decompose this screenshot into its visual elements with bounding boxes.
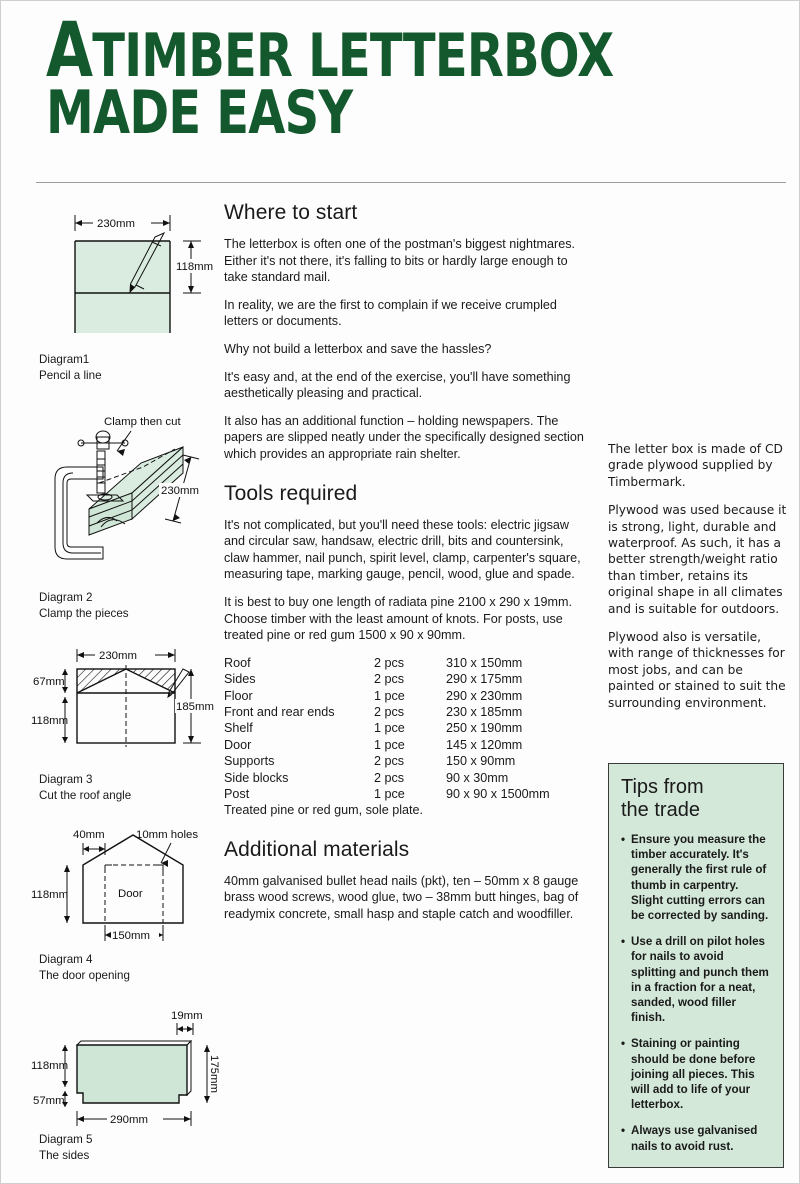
title-line-1-rest: TIMBER LETTERBOX [92, 21, 614, 91]
table-row [224, 786, 592, 802]
diagram-2-note-label: Clamp then cut [104, 416, 181, 428]
part-name: Roof [224, 655, 251, 670]
diagram-5-caption-line2: The sides [39, 1149, 90, 1162]
tools-required-p1: It's not complicated, but you'll need these tools: electric jigsaw and circular saw, handsaw, electric drill, bits and countersink, claw hammer, nail punch, spirit level, clamp, carpenter's square, measuring tape, marking gauge, pencil, wood, glue and spade. [224, 517, 581, 582]
part-dim: 150 x 90mm [446, 754, 516, 769]
part-dim: 250 x 190mm [446, 721, 523, 736]
part-name: Supports [224, 754, 275, 769]
tips-list [621, 832, 771, 1154]
part-qty: 1 pce [374, 721, 405, 736]
parts-list-table [224, 655, 592, 803]
part-qty: 1 pce [374, 786, 405, 801]
title-line-1 [46, 5, 622, 94]
diagram-4-holes-label: 10mm holes [136, 829, 199, 841]
part-name: Sides [224, 672, 256, 687]
diagram-5-thickness-label: 19mm [171, 1010, 203, 1022]
diagram-1 [31, 201, 213, 383]
diagram-5-side-height-label: 175mm [208, 1055, 220, 1093]
title-line-2: MADE EASY [46, 77, 353, 148]
list-item: • Use a drill on pilot holes for nails to avoid splitting and punch them in a fraction for a neat, sanded, wood filler finish. [621, 934, 771, 1025]
title-drop-cap: A [46, 5, 93, 94]
part-name: Shelf [224, 721, 253, 736]
diagram-4 [31, 825, 213, 983]
table-row [224, 720, 592, 736]
diagram-3-caption-line1: Diagram 3 [39, 773, 93, 786]
diagram-4-figure [31, 825, 213, 951]
diagram-2-figure [31, 411, 213, 589]
diagram-4-caption-line1: Diagram 4 [39, 953, 93, 966]
part-qty: 2 pcs [374, 655, 405, 670]
diagram-4-height-label: 118mm [31, 889, 69, 901]
tools-required-p2: It is best to buy one length of radiata pine 2100 x 290 x 19mm. Choose timber with the least amount of knots. For posts, use treated pine or red gum 1500 x 90 x 90mm. [224, 594, 572, 643]
header-divider [36, 182, 786, 183]
list-item: • Always use galvanised nails to avoid rust. [621, 1123, 771, 1153]
where-to-start-p4: It's easy and, at the end of the exercise, you'll have something aesthetically pleasing and practical. [224, 369, 571, 401]
part-dim: 310 x 150mm [446, 655, 523, 670]
diagram-5-lower-label: 57mm [33, 1095, 65, 1107]
part-dim: 290 x 230mm [446, 688, 523, 703]
diagram-5 [31, 1007, 220, 1163]
part-dim: 90 x 30mm [446, 770, 509, 785]
diagram-2-caption-line2: Clamp the pieces [39, 607, 129, 620]
tips-from-the-trade-box [608, 763, 784, 1168]
table-row [224, 704, 592, 720]
plywood-notes-column [608, 441, 790, 723]
diagram-4-caption-line2: The door opening [39, 969, 130, 982]
part-dim: 290 x 175mm [446, 672, 523, 687]
heading-where-to-start: Where to start [224, 201, 358, 224]
diagram-3 [31, 647, 213, 803]
part-name: Floor [224, 688, 253, 703]
parts-list-body [224, 655, 592, 803]
diagram-1-caption-line1: Diagram1 [39, 353, 90, 366]
diagram-4-door-label: Door [118, 888, 143, 900]
plywood-notes-p3: Plywood also is versatile, with range of thicknesses for most jobs, and can be painted or stained to suit the surrounding environment. [608, 630, 786, 710]
table-row [224, 671, 592, 687]
part-qty: 1 pce [374, 688, 405, 703]
plywood-notes-p2: Plywood was used because it is strong, light, durable and waterproof. As such, it has a better strength/weight ratio than timber, retains its original shape in all climates and is suitable for outdoors. [608, 503, 787, 616]
table-row [224, 737, 592, 753]
diagram-1-height-label: 118mm [176, 261, 214, 273]
part-dim: 90 x 90 x 1500mm [446, 786, 550, 801]
diagram-5-length-label: 290mm [110, 1114, 148, 1126]
diagram-2-length-label: 230mm [161, 485, 199, 497]
list-item: • Staining or painting should be done before joining all pieces. This will add to life of your letterbox. [621, 1036, 771, 1112]
where-to-start-p5: It also has an additional function – holding newspapers. The papers are slipped neatly under the specifically designed section which provides an appropriate rain shelter. [224, 413, 584, 461]
diagram-2-caption-line1: Diagram 2 [39, 591, 93, 604]
diagram-3-roof-rise-label: 67mm [33, 676, 65, 688]
page-title [46, 5, 766, 148]
part-qty: 2 pcs [374, 672, 405, 687]
table-row [224, 688, 592, 704]
where-to-start-p1: The letterbox is often one of the postman's biggest nightmares. Either it's not there, it's falling to bits or hardly large enough to take standard mail. [224, 237, 576, 285]
diagram-1-figure [31, 201, 213, 351]
table-row [224, 753, 592, 769]
diagram-4-inset-label: 40mm [73, 829, 105, 841]
tips-heading-line1: Tips from [621, 776, 704, 798]
table-row [224, 655, 592, 671]
heading-additional-materials: Additional materials [224, 837, 410, 861]
diagram-1-width-label: 230mm [97, 218, 135, 230]
diagram-4-door-width-label: 150mm [112, 930, 150, 942]
diagram-5-caption-line1: Diagram 5 [39, 1133, 93, 1146]
main-text-column [224, 201, 592, 923]
where-to-start-p2: In reality, we are the first to complain if we receive crumpled letters or documents. [224, 297, 557, 329]
diagram-5-upper-label: 118mm [31, 1060, 69, 1072]
part-name: Front and rear ends [224, 704, 335, 719]
diagram-3-body-label: 118mm [31, 715, 69, 727]
list-item: • Ensure you measure the timber accurately. It's generally the first rule of thumb in carpentry. Slight cutting errors can be corrected by sanding. [621, 832, 771, 923]
diagram-column [31, 201, 220, 1167]
diagram-3-total-label: 185mm [176, 701, 214, 713]
additional-materials-p1: 40mm galvanised bullet head nails (pkt), ten – 50mm x 8 gauge brass wood screws, wood glue, two – 38mm butt hinges, bag of readymix concrete, small hasp and staple catch and woodfiller. [224, 873, 579, 921]
table-row [224, 770, 592, 786]
diagram-5-figure [31, 1007, 231, 1131]
part-qty: 2 pcs [374, 704, 405, 719]
part-name: Door [224, 737, 252, 752]
tips-heading [621, 776, 771, 822]
diagram-2 [31, 411, 213, 621]
part-dim: 230 x 185mm [446, 704, 523, 719]
part-qty: 2 pcs [374, 754, 405, 769]
diagram-3-figure [31, 647, 213, 771]
diagram-1-caption-line2: Pencil a line [39, 369, 102, 382]
part-qty: 2 pcs [374, 770, 405, 785]
parts-list-note: Treated pine or red gum, sole plate. [224, 803, 424, 818]
part-name: Post [224, 786, 250, 801]
heading-tools-required: Tools required [224, 481, 358, 505]
plywood-notes-p1: The letter box is made of CD grade plywood supplied by Timbermark. [608, 442, 783, 489]
where-to-start-p3: Why not build a letterbox and save the hassles? [224, 341, 492, 356]
part-name: Side blocks [224, 770, 289, 785]
diagram-3-caption-line2: Cut the roof angle [39, 789, 132, 802]
tips-heading-line2: the trade [621, 799, 700, 821]
part-qty: 1 pce [374, 737, 405, 752]
part-dim: 145 x 120mm [446, 737, 523, 752]
diagram-3-width-label: 230mm [99, 650, 137, 662]
